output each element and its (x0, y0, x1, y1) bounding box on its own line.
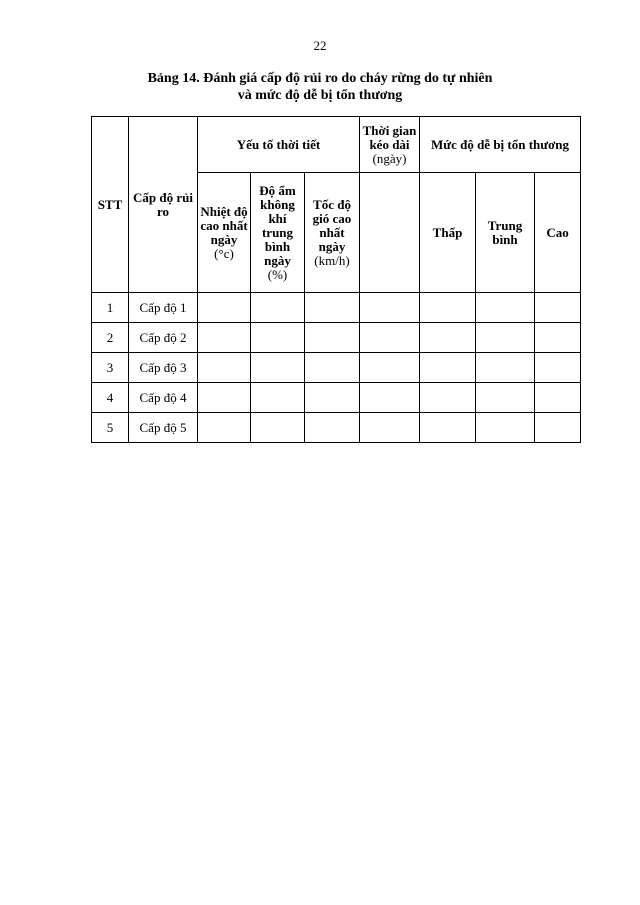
table-title-line-2: và mức độ dễ bị tổn thương (237, 88, 403, 103)
cell-temperature (198, 323, 251, 353)
header-duration-blank (360, 173, 420, 293)
header-high: Cao (535, 173, 581, 293)
header-humidity-label: Độ ẩm không khí trung bình ngày (259, 182, 296, 268)
cell-wind-speed (305, 293, 360, 323)
cell-low (420, 383, 476, 413)
row-risk-level: Cấp độ 5 (129, 413, 198, 443)
cell-low (420, 323, 476, 353)
cell-medium (476, 383, 535, 413)
cell-high (535, 293, 581, 323)
cell-medium (476, 413, 535, 443)
header-weather-factors: Yếu tố thời tiết (198, 117, 360, 173)
header-wind-label: Tốc độ gió cao nhất ngày (312, 196, 352, 254)
cell-low (420, 413, 476, 443)
row-stt: 5 (92, 413, 129, 443)
cell-medium (476, 293, 535, 323)
cell-duration (360, 353, 420, 383)
cell-wind-speed (305, 413, 360, 443)
risk-assessment-table (91, 116, 581, 443)
header-medium: Trung bình (476, 173, 535, 293)
table-row (92, 353, 581, 383)
cell-wind-speed (305, 353, 360, 383)
header-stt: STT (92, 117, 129, 293)
cell-humidity (251, 353, 305, 383)
cell-high (535, 323, 581, 353)
row-risk-level: Cấp độ 3 (129, 353, 198, 383)
row-risk-level: Cấp độ 1 (129, 293, 198, 323)
cell-humidity (251, 293, 305, 323)
row-stt: 4 (92, 383, 129, 413)
header-wind-speed (305, 173, 360, 293)
row-stt: 3 (92, 353, 129, 383)
header-duration (360, 117, 420, 173)
cell-temperature (198, 383, 251, 413)
header-duration-label: Thời gian kéo dài (362, 122, 417, 152)
table-row (92, 293, 581, 323)
cell-duration (360, 383, 420, 413)
header-temperature-unit: (°c) (214, 245, 234, 261)
cell-duration (360, 293, 420, 323)
cell-wind-speed (305, 323, 360, 353)
cell-low (420, 293, 476, 323)
table-row (92, 323, 581, 353)
cell-humidity (251, 323, 305, 353)
cell-duration (360, 413, 420, 443)
cell-medium (476, 323, 535, 353)
header-temperature-label: Nhiệt độ cao nhất ngày (200, 203, 248, 247)
page-number: 22 (313, 38, 327, 53)
cell-medium (476, 353, 535, 383)
cell-low (420, 353, 476, 383)
header-risk-level: Cấp độ rủi ro (129, 117, 198, 293)
cell-high (535, 413, 581, 443)
header-duration-unit: (ngày) (372, 150, 407, 166)
header-wind-unit: (km/h) (314, 252, 350, 268)
cell-wind-speed (305, 383, 360, 413)
cell-temperature (198, 413, 251, 443)
table-row (92, 413, 581, 443)
cell-humidity (251, 413, 305, 443)
header-low: Thấp (420, 173, 476, 293)
table-title-line-1: Bảng 14. Đánh giá cấp độ rủi ro do cháy rừng do tự nhiên (147, 71, 493, 86)
row-stt: 1 (92, 293, 129, 323)
header-humidity (251, 173, 305, 293)
row-risk-level: Cấp độ 4 (129, 383, 198, 413)
table-title (0, 70, 640, 104)
header-temperature (198, 173, 251, 293)
header-humidity-unit: (%) (267, 266, 288, 282)
cell-temperature (198, 293, 251, 323)
cell-high (535, 353, 581, 383)
table-row (92, 383, 581, 413)
header-vulnerability: Mức độ dễ bị tổn thương (420, 117, 581, 173)
cell-temperature (198, 353, 251, 383)
cell-high (535, 383, 581, 413)
cell-duration (360, 323, 420, 353)
row-stt: 2 (92, 323, 129, 353)
row-risk-level: Cấp độ 2 (129, 323, 198, 353)
cell-humidity (251, 383, 305, 413)
